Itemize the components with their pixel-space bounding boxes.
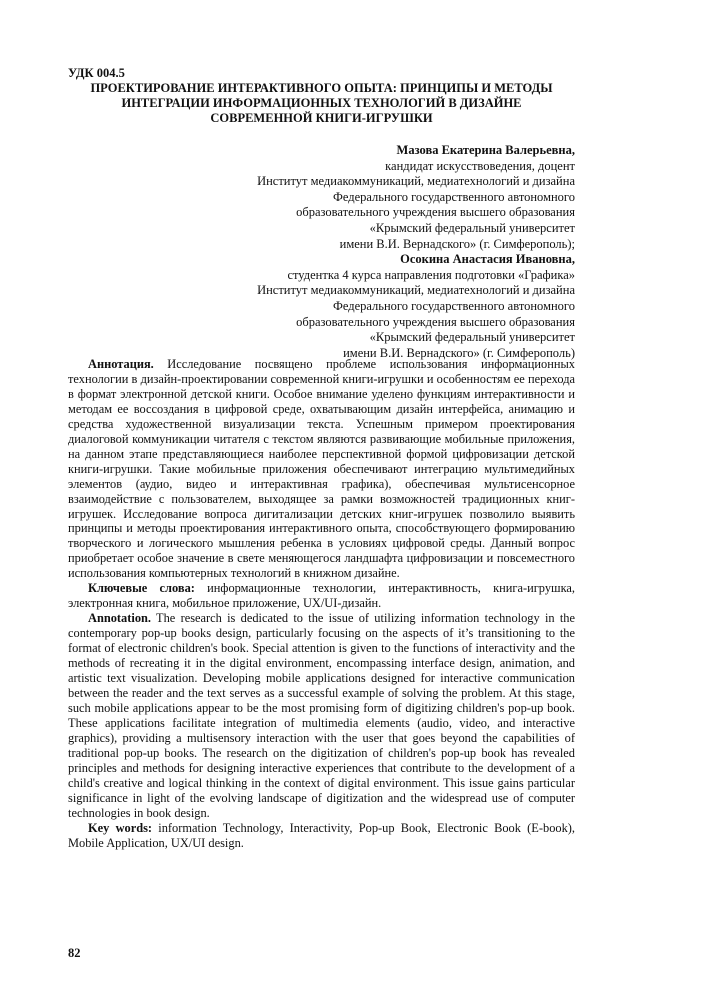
abstract-ru-label: Аннотация. — [88, 357, 154, 371]
abstract-en-label: Annotation. — [88, 611, 151, 626]
title-line: ИНТЕГРАЦИИ ИНФОРМАЦИОННЫХ ТЕХНОЛОГИЙ В ДИЗАЙНЕ — [121, 96, 522, 110]
keywords-en-text: information Technology, Interactivity, Pop-up Book, Electronic Book (E-book), Mobile Application, UX/UI design. — [68, 820, 576, 850]
author-1-affiliation-line: образовательного учреждения высшего образования — [296, 205, 575, 220]
author-1-affiliation-line: Федерального государственного автономного — [332, 189, 575, 204]
author-1-affiliation-line: кандидат искусствоведения, доцент — [385, 158, 575, 173]
keywords-en-label: Key words: — [88, 820, 153, 835]
author-block — [257, 143, 575, 361]
author-2-affiliation-line: образовательного учреждения высшего образования — [296, 314, 575, 329]
author-2-name: Осокина Анастасия Ивановна, — [400, 252, 575, 267]
article-title — [68, 81, 575, 126]
keywords-ru-text: информационные технологии, интерактивность, книга-игрушка, электронная книга, мобильное приложение, UX/UI-дизайн. — [68, 581, 576, 611]
author-2-affiliation-line: студентка 4 курса направления подготовки «Графика» — [287, 267, 575, 282]
page-number: 82 — [68, 946, 81, 960]
keywords-en — [68, 821, 575, 851]
author-2-affiliation-line: имени В.И. Вернадского» (г. Симферополь) — [343, 345, 575, 360]
abstract-ru-text: Исследование посвящено проблеме использования информационных технологии в дизайн-проектировании современной книги-игрушки и особенностям ее перехода в формат электронной детской книги. Особое внимание уделено функциям интерактивности и методам ее воссоздания в цифровой среде, охватывающим дизайн интерфейса, анимацию и средства художественной визуализации текста. Успешным примером проектирования диалоговой коммуникации читателя с текстом являются развивающие мобильные приложения, на данном этапе представляющиеся наиболее перспективной формой цифровизации детской книги-игрушки. Такие мобильные приложения обеспечивают интеграцию мультимедийных элементов (аудио, видео и интерактивная графика), обеспечивая мультисенсорное взаимодействие с пользователем, выходящее за рамки возможностей традиционных книг-игрушек. Исследование вопроса дигитализации детских книг-игрушек позволило выявить принципы и методы проектирования интерактивного опыта, способствующего формированию творческого и логического мышления ребенка в условиях цифровой среды. Данный вопрос приобретает особое значение в свете меняющегося ландшафта цифровизации и повсеместного использования компьютерных технологий в книжном дизайне. — [68, 357, 575, 581]
keywords-ru-label: Ключевые слова: — [88, 581, 195, 596]
keywords-ru — [68, 581, 575, 611]
author-2-affiliation-line: «Крымский федеральный университет — [369, 330, 575, 345]
title-line: СОВРЕМЕННОЙ КНИГИ-ИГРУШКИ — [210, 111, 433, 125]
author-1-name: Мазова Екатерина Валерьевна, — [396, 143, 575, 157]
author-2-affiliation-line: Федерального государственного автономного — [332, 298, 575, 313]
author-2-affiliation-line: Институт медиакоммуникаций, медиатехнологий и дизайна — [257, 283, 575, 298]
author-1-affiliation-line: Институт медиакоммуникаций, медиатехнологий и дизайна — [257, 174, 575, 189]
abstract-en — [68, 611, 575, 820]
title-line: ПРОЕКТИРОВАНИЕ ИНТЕРАКТИВНОГО ОПЫТА: ПРИНЦИПЫ И МЕТОДЫ — [90, 81, 553, 95]
udk-code: УДК 004.5 — [68, 66, 125, 80]
author-1-affiliation-line: имени В.И. Вернадского» (г. Симферополь); — [339, 236, 575, 251]
author-1-affiliation-line: «Крымский федеральный университет — [369, 220, 575, 235]
abstract-ru — [68, 357, 575, 581]
article-body — [68, 357, 575, 850]
abstract-en-text: The research is dedicated to the issue of utilizing information technology in the contemporary pop-up books design, particularly focusing on the aspects of it’s transitioning to the format of electronic children's book. Special attention is given to the functions of interactivity and the methods of recreating it in the digital environment, encompassing interface design, animation, and artistic text visualization. Developing mobile applications designed for interactive communication between the reader and the text serves as a successful example of solving the problem. At this stage, such mobile applications appear to be the most promising form of digitizing children's pop-up book. These applications facilitate integration of multimedia elements (audio, video, and interactive graphics), providing a multisensory interaction with the user that goes beyond the capabilities of traditional pop-up books. The research on the digitization of children's pop-up book has revealed principles and methods for designing interactive experiences that contribute to the development of a child's creative and logical thinking in the context of digital environment. This issue gains particular significance in light of the evolving landscape of digitization and the widespread use of computer technologies in book design. — [68, 611, 575, 820]
